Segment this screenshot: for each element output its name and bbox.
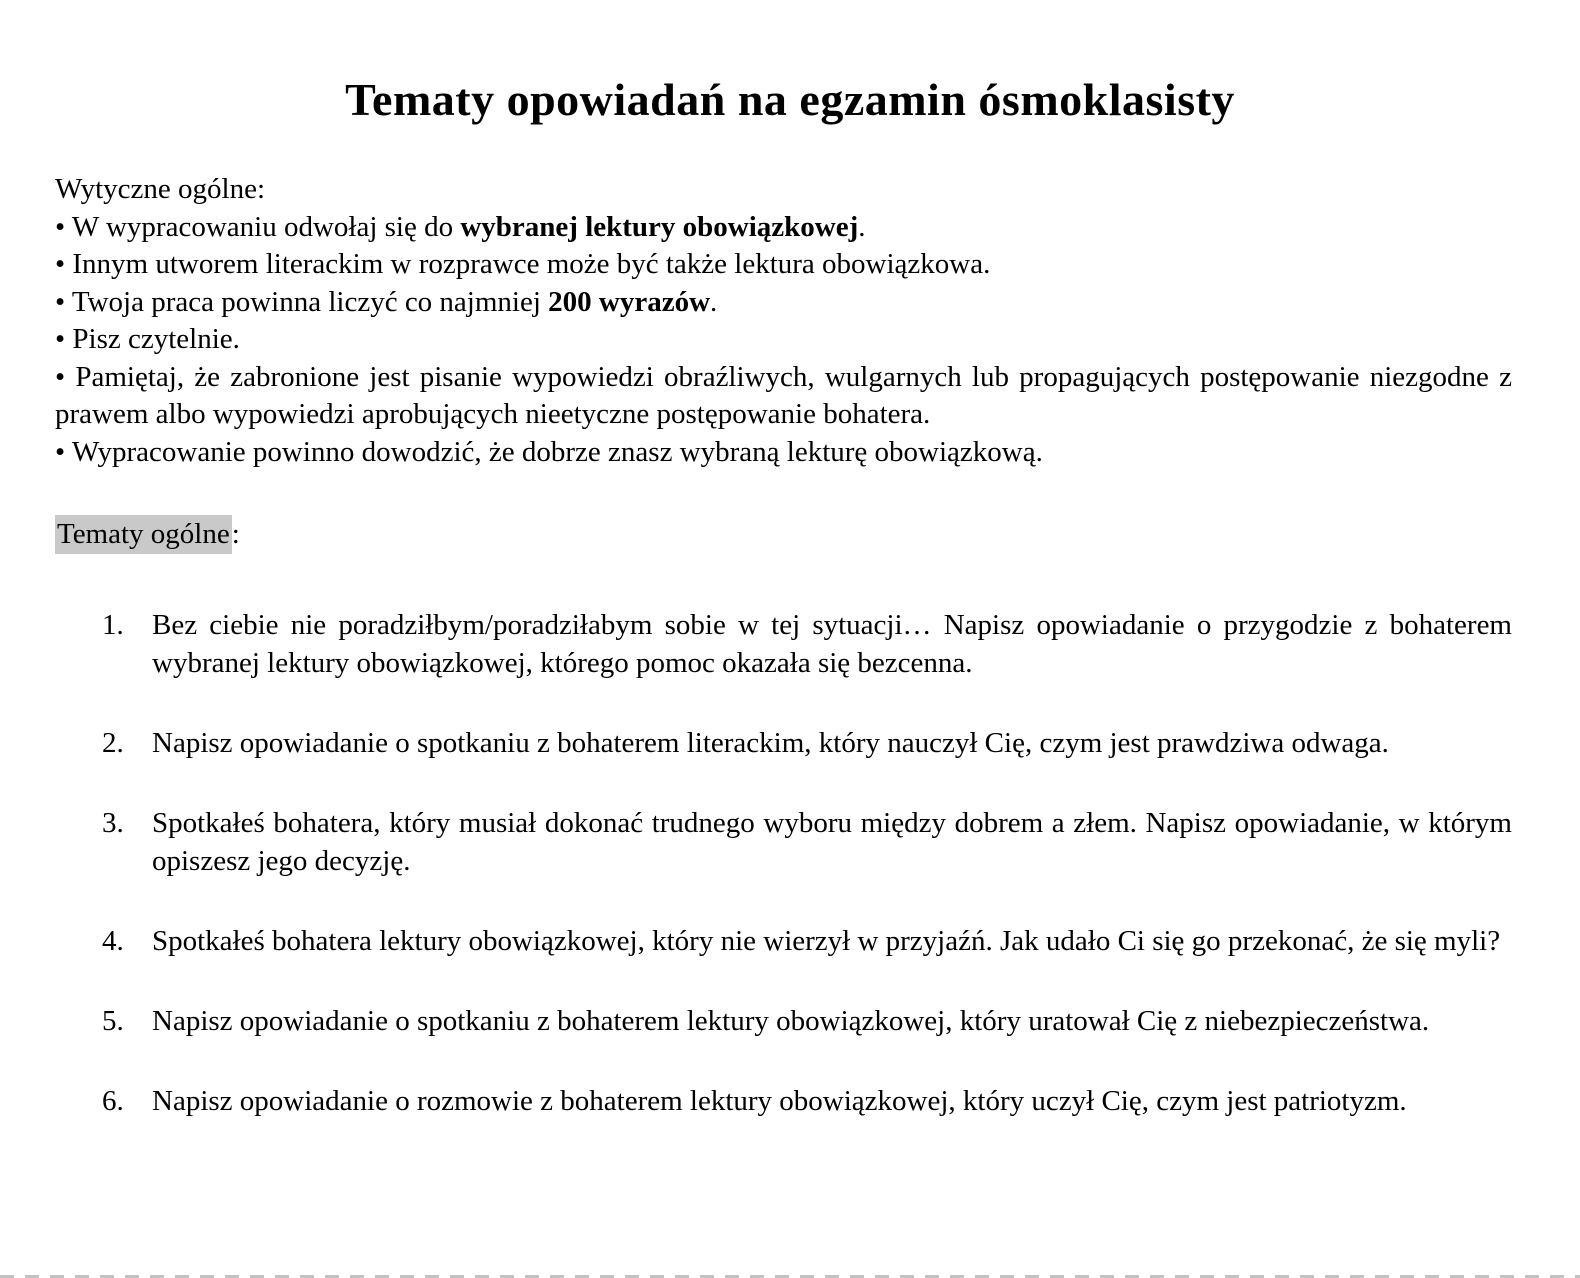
topic-number: 5. xyxy=(102,1004,124,1037)
guideline-bold-text: wybranej lektury obowiązkowej xyxy=(460,210,859,243)
topic-text: Napisz opowiadanie o rozmowie z bohaterem lektury obowiązkowej, który uczył Cię, czym jest patriotyzm. xyxy=(152,1084,1407,1117)
topic-text: Napisz opowiadanie o spotkaniu z bohaterem lektury obowiązkowej, który uratował Cię z niebezpieczeństwa. xyxy=(152,1004,1430,1037)
topics-heading xyxy=(55,516,1512,554)
guideline-item-6 xyxy=(55,434,1512,472)
topic-number: 4. xyxy=(102,924,124,957)
guideline-text: . xyxy=(858,210,866,243)
guideline-item-3 xyxy=(55,284,1512,322)
topic-item-2 xyxy=(55,724,1512,762)
guideline-item-1 xyxy=(55,209,1512,247)
guideline-text: • Twoja praca powinna liczyć co najmniej xyxy=(55,285,549,318)
topic-item-4 xyxy=(55,922,1512,960)
topic-text: Spotkałeś bohatera lektury obowiązkowej, który nie wierzył w przyjaźń. Jak udało Ci się go przekonać, że się myli? xyxy=(152,924,1501,957)
topic-item-6 xyxy=(55,1082,1512,1120)
topic-item-1 xyxy=(55,606,1512,682)
topic-text: Bez ciebie nie poradziłbym/poradziłabym sobie w tej sytuacji… Napisz opowiadanie o przygodzie z bohaterem wybranej lektury obowiązkowej, którego pomoc okazała się bezcenna. xyxy=(152,608,1512,679)
topic-text: Spotkałeś bohatera, który musiał dokonać trudnego wyboru między dobrem a złem. Napisz opowiadanie, w którym opiszesz jego decyzję. xyxy=(152,806,1512,877)
guideline-item-2 xyxy=(55,246,1512,284)
topic-text: Napisz opowiadanie o spotkaniu z bohaterem literackim, który nauczył Cię, czym jest prawdziwa odwaga. xyxy=(152,726,1389,759)
document-body xyxy=(0,171,1580,1120)
topics-heading-colon: : xyxy=(231,518,240,550)
guideline-item-4 xyxy=(55,321,1512,359)
guideline-text: • Innym utworem literackim w rozprawce może być także lektura obowiązkowa. xyxy=(55,248,991,280)
guideline-text: • W wypracowaniu odwołaj się do xyxy=(55,210,461,243)
guideline-text: • Wypracowanie powinno dowodzić, że dobrze znasz wybraną lekturę obowiązkową. xyxy=(55,435,1043,468)
topic-number: 6. xyxy=(102,1084,124,1117)
topic-item-3 xyxy=(55,804,1512,880)
guideline-item-5 xyxy=(55,359,1512,434)
topic-number: 1. xyxy=(102,608,124,641)
document-title: Tematy opowiadań na egzamin ósmoklasisty xyxy=(345,74,1235,125)
topic-number: 3. xyxy=(102,806,124,839)
guideline-text: • Pisz czytelnie. xyxy=(55,323,240,355)
topic-item-5 xyxy=(55,1002,1512,1040)
guideline-bold-text: 200 wyrazów xyxy=(548,285,711,318)
topics-heading-highlight: Tematy ogólne xyxy=(55,515,232,554)
guidelines-heading: Wytyczne ogólne: xyxy=(55,173,266,205)
topic-number: 2. xyxy=(102,726,124,759)
guideline-text: . xyxy=(710,285,718,318)
guideline-text: • Pamiętaj, że zabronione jest pisanie wypowiedzi obraźliwych, wulgarnych lub propagujących postępowanie niezgodne z prawem albo wypowiedzi aprobujących nieetyczne postępowanie bohatera. xyxy=(55,360,1512,430)
topics-list xyxy=(55,606,1512,1120)
